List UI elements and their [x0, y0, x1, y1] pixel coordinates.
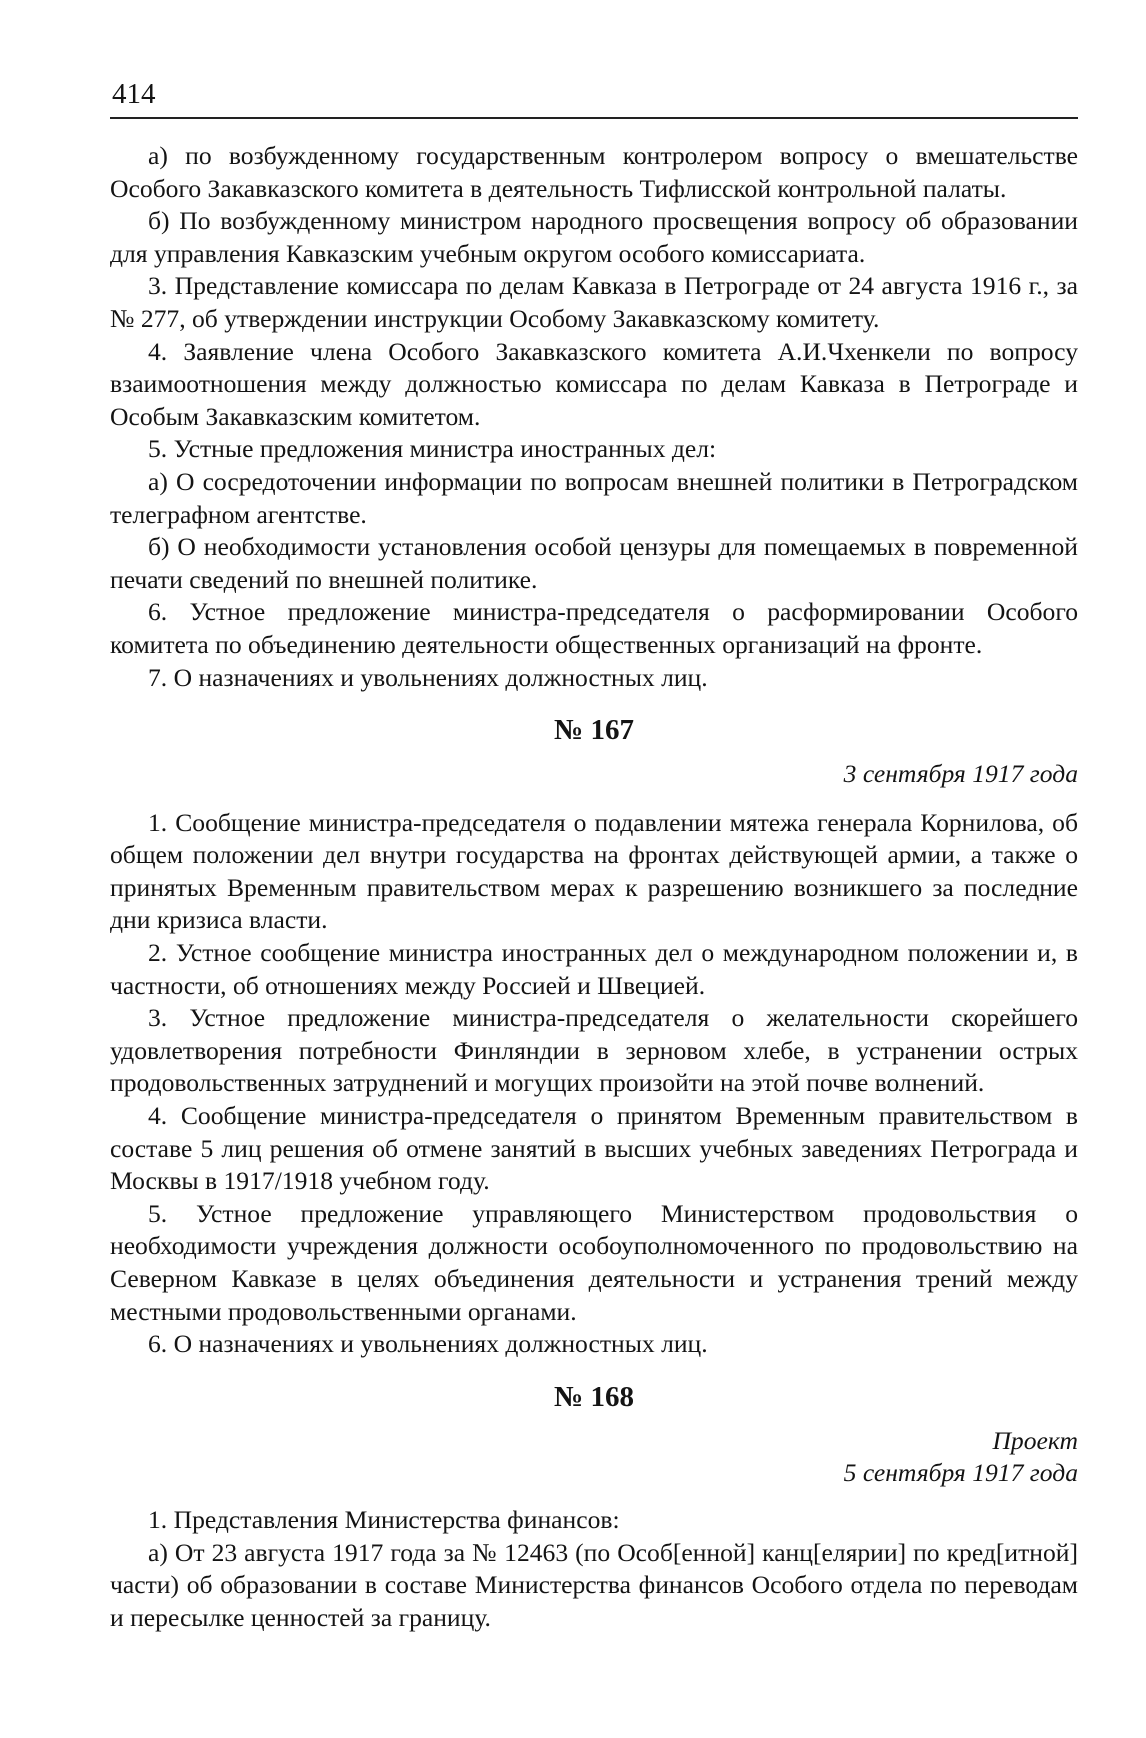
agenda-item: 1. Сообщение министра-председателя о подавлении мятежа генерала Корнилова, об общем положении дел внутри государства на фронтах действующей армии, а также о принятых Временным правительством мерах к разрешению возникшего за последние дни кризиса власти.: [110, 807, 1078, 935]
agenda-item: б) По возбужденному министром народного просвещения вопросу об образовании для управления Кавказским учебным округом особого комиссариата.: [110, 206, 1078, 268]
header-rule: [110, 117, 1078, 119]
document-date: 3 сентября 1917 года: [843, 759, 1078, 789]
agenda-item: 4. Сообщение министра-председателя о принятом Временным правительством в составе 5 лиц решения об отмене занятий в высших учебных заведениях Петрограда и Москвы в 1917/1918 учебном году.: [110, 1101, 1078, 1196]
agenda-item: 6. О назначениях и увольнениях должностных лиц.: [148, 1329, 708, 1359]
agenda-item: б) О необходимости установления особой цензуры для помещаемых в повременной печати сведений по внешней политике.: [110, 532, 1078, 594]
page-content: [110, 140, 1078, 1634]
agenda-item: 3. Устное предложение министра-председателя о желательности скорейшего удовлетворения потребности Финляндии в зерновом хлебе, в устранении острых продовольственных затруднений и могущих произойти на этой почве волнений.: [110, 1003, 1078, 1098]
agenda-item: 6. Устное предложение министра-председателя о расформировании Особого комитета по объединению деятельности общественных организаций на фронте.: [110, 597, 1078, 659]
agenda-item: 2. Устное сообщение министра иностранных дел о международном положении и, в частности, об отношениях между Россией и Швецией.: [110, 938, 1078, 1000]
agenda-item: а) От 23 августа 1917 года за № 12463 (по Особ[енной] канц[елярии] по кред[итной] части) об образовании в составе Министерства финансов Особого отдела по переводам и пересылке ценностей за границу.: [110, 1537, 1078, 1632]
agenda-item: 5. Устные предложения министра иностранных дел:: [148, 434, 717, 464]
agenda-item: 4. Заявление члена Особого Закавказского комитета А.И.Чхенкели по вопросу взаимоотношения между должностью комиссара по делам Кавказа в Петрограде и Особым Закавказским комитетом.: [110, 336, 1078, 431]
page-number: 414: [112, 78, 156, 110]
document-number-heading: № 167: [554, 714, 634, 747]
draft-label: Проект: [992, 1425, 1078, 1455]
agenda-item: 3. Представление комиссара по делам Кавказа в Петрограде от 24 августа 1916 г., за № 277, об утверждении инструкции Особому Закавказскому комитету.: [110, 271, 1078, 333]
section-doc-168: [110, 1379, 1078, 1635]
agenda-item: а) О сосредоточении информации по вопросам внешней политики в Петроградском телеграфном агентстве.: [110, 466, 1078, 529]
agenda-item: 7. О назначениях и увольнениях должностных лиц.: [148, 662, 708, 692]
agenda-item: 1. Представления Министерства финансов:: [148, 1504, 620, 1534]
section-doc-167: [110, 712, 1078, 1361]
document-date: 5 сентября 1917 года: [843, 1458, 1078, 1488]
section-previous-agenda: [110, 140, 1078, 694]
agenda-item: 5. Устное предложение управляющего Министерством продовольствия о необходимости учреждения должности особоуполномоченного по продовольствию на Северном Кавказе в целях объединения деятельности и устранения трений между местными продовольственными органами.: [110, 1198, 1078, 1326]
document-number-heading: № 168: [554, 1380, 634, 1413]
agenda-item: а) по возбужденному государственным контролером вопросу о вмешательстве Особого Закавказского комитета в деятельность Тифлисской контрольной палаты.: [110, 141, 1078, 203]
